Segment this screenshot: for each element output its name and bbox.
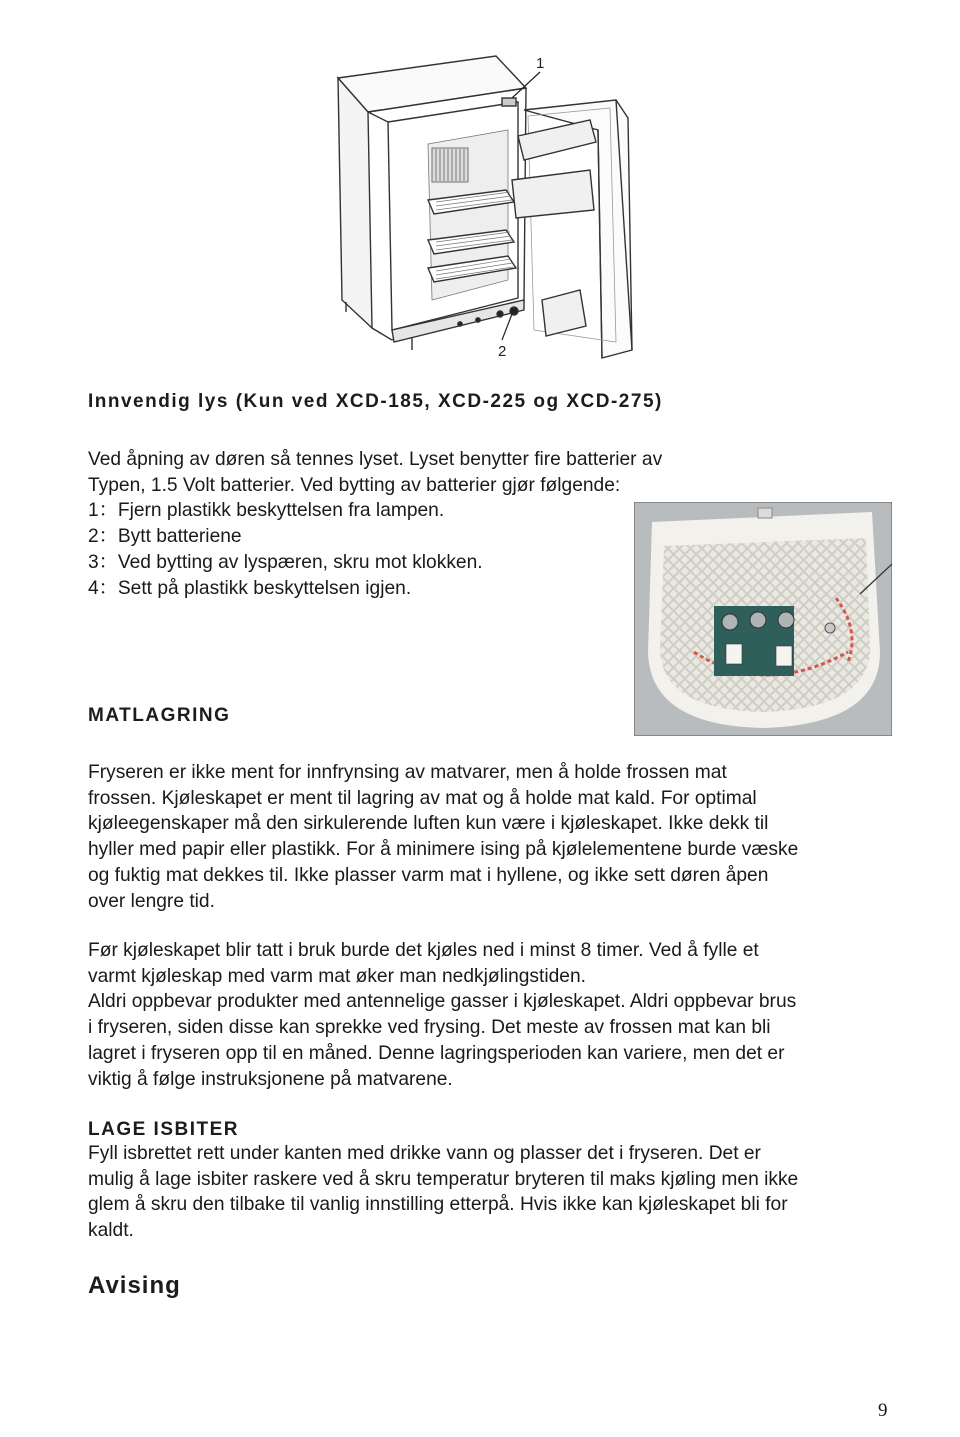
text-line: mulig å lage isbiter raskere ved å skru temperatur bryteren til maks kjøling men ikke [88,1168,799,1190]
text-line: viktig å følge instruksjonene på matvarene. [88,1068,453,1090]
food-storage-paragraph-2 [88,938,796,1092]
text-line: Før kjøleskapet blir tatt i bruk burde det kjøles ned i minst 8 timer. Ved å fylle et [88,940,759,961]
text-line: over lengre tid. [88,890,215,912]
text-line: glem å skru den tilbake til vanlig innstilling etterpå. Hvis ikke kan kjøleskapet bli for [88,1194,788,1216]
section-heading-food-storage: MATLAGRING [88,705,231,726]
step-1: 1：Fjern plastikk beskyttelsen fra lampen. [88,500,445,522]
food-storage-paragraph-1 [88,760,798,914]
callout-1-label: 1 [536,55,545,72]
text-line: Ved åpning av døren så tennes lyset. Lyset benytter fire batterier av [88,449,663,470]
text-line: hyller med papir eller plastikk. For å minimere ising på kjølelementene burde væske [88,839,799,861]
text-line: Typen, 1.5 Volt batterier. Ved bytting av batterier gjør følgende: [88,474,621,496]
step-2: 2：Bytt batteriene [88,526,242,548]
text-line: Aldri oppbevar produkter med antennelige gasser i kjøleskapet. Aldri oppbevar brus [88,991,797,1013]
step-3: 3：Ved bytting av lyspæren, skru mot klokken. [88,551,483,573]
interior-light-instructions [88,447,662,601]
text-line: Fyll isbrettet rett under kanten med drikke vann og plasser det i fryseren. Det er [88,1143,761,1164]
page-number: 9 [878,1400,888,1421]
text-line: og fuktig mat dekkes til. Ikke plasser varm mat i hyllene, og ikke sett døren åpen [88,864,769,886]
fridge-diagram [328,50,648,365]
text-line: kaldt. [88,1220,134,1242]
text-line: frossen. Kjøleskapet er ment til lagring av mat og å holde mat kald. For optimal [88,787,757,809]
text-line: varmt kjøleskap med varm mat øker man nedkjølingstiden. [88,965,586,987]
section-heading-defrosting: Avising [88,1272,181,1299]
text-line: Fryseren er ikke ment for innfrynsing av matvarer, men å holde frossen mat [88,762,727,783]
section-heading-ice-cubes: LAGE ISBITER [88,1119,240,1140]
section-heading-interior-light: Innvendig lys (Kun ved XCD-185, XCD-225 og XCD-275) [88,391,663,412]
lamp-cover-photo [634,502,892,736]
step-4: 4：Sett på plastikk beskyttelsen igjen. [88,577,412,599]
ice-cubes-paragraph [88,1141,798,1244]
callout-2-label: 2 [498,343,507,360]
text-line: i fryseren, siden disse kan sprekke ved frysing. Det meste av frossen mat kan bli [88,1017,771,1039]
text-line: kjøleegenskaper må den sirkulerende luften kun være i kjøleskapet. Ikke dekk til [88,813,769,835]
text-line: lagret i fryseren opp til en måned. Denne lagringsperioden kan variere, men det er [88,1042,785,1064]
